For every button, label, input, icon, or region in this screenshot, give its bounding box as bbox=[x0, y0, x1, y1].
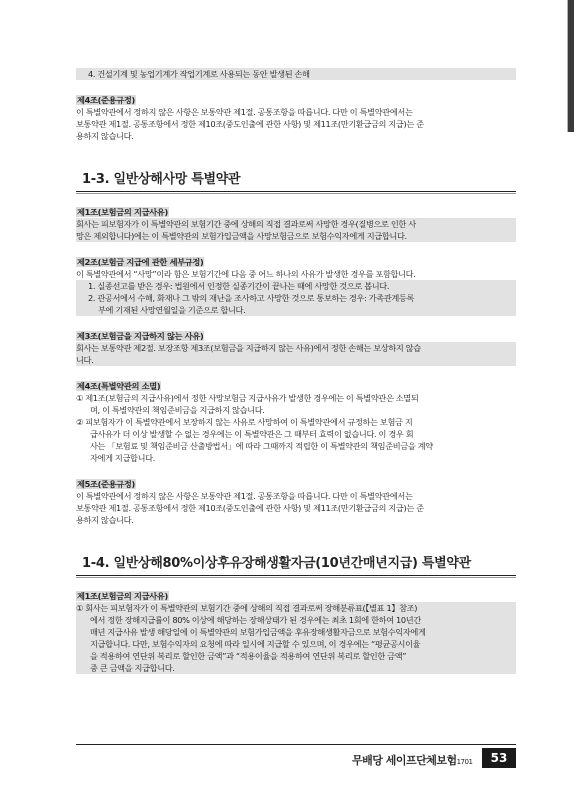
paragraph-line: 용하지 않습니다. bbox=[76, 131, 134, 141]
list-item: 며, 이 특별약관의 책임준비금을 지급하지 않습니다. bbox=[90, 405, 265, 415]
list-item: 사는 「보험료 및 책임준비금 산출방법서」에 따라 그때까지 적립한 이 특별약관의 책임준비금을 계약 bbox=[90, 441, 433, 451]
footer-rule bbox=[76, 744, 516, 745]
list-item: 매년 지급사유 발생 해당일에 이 특별약관의 보험가입금액을 후유장해생활자금으로 보험수익자에게 bbox=[76, 626, 516, 638]
footer-code: 1701 bbox=[456, 758, 473, 766]
edge-tab bbox=[568, 0, 574, 132]
list-item: ② 피보험자가 이 특별약관에서 보장하지 않는 사유로 사망하여 이 특별약관에서 규정하는 보험금 지 bbox=[76, 417, 413, 427]
list-item: 지급합니다. 다만, 보험수익자의 요청에 따라 일시에 지급할 수 있으며, 이 경우에는 “평균공시이율 bbox=[76, 638, 516, 650]
list-item: 을 적용하여 연단위 복리로 할인한 금액”과 “적용이율을 적용하여 연단위 복리로 할인한 금액” bbox=[76, 650, 516, 662]
footer-title: 무배당 세이프단체보험1701 bbox=[352, 754, 473, 767]
paragraph-line: 니다. bbox=[76, 354, 516, 366]
list-item: 중 큰 금액을 지급합니다. bbox=[76, 662, 516, 674]
article-title: 제3조(보험금을 지급하지 않는 사유) bbox=[77, 331, 204, 341]
paragraph-line: 보통약관 제1절. 공통조항에서 정한 제10조(중도인출에 관한 사항) 및 제11조(만기환급금의 지급)는 준 bbox=[76, 503, 424, 513]
paragraph-line: 망은 제외합니다)에는 이 특별약관의 보험가입금액을 사망보험금으로 보험수익자에게 지급합니다. bbox=[76, 230, 516, 242]
article-title: 제5조(준용규정) bbox=[77, 479, 135, 489]
paragraph-line: 용하지 않습니다. bbox=[76, 515, 134, 525]
list-item: 2. 관공서에서 수해, 화재나 그 밖의 재난을 조사하고 사망한 것으로 통보하는 경우: 가족관계등록 bbox=[76, 292, 516, 304]
list-item: 4. 건설기계 및 농업기계가 작업기계로 사용되는 동안 발생된 손해 bbox=[76, 68, 516, 80]
section-title: 1-4. 일반상해80%이상후유장해생활자금(10년간매년지급) 특별약관 bbox=[82, 556, 471, 571]
paragraph-line: 이 특별약관에서 정하지 않은 사항은 보통약관 제1절. 공통조항을 따릅니다. 다만 이 특별약관에서는 bbox=[76, 491, 413, 501]
section-heading bbox=[76, 550, 516, 576]
list-item: 자에게 지급합니다. bbox=[90, 453, 155, 463]
article-title: 제4조(준용규정) bbox=[77, 95, 135, 105]
paragraph-line: 이 특별약관에서 정하지 않은 사항은 보통약관 제1절. 공통조항을 따릅니다. 다만 이 특별약관에서는 bbox=[76, 107, 413, 117]
list-item: 에서 정한 장해지급률이 80% 이상에 해당하는 장해상태가 된 경우에는 최초 1회에 한하여 10년간 bbox=[76, 614, 516, 626]
paragraph-line: 보통약관 제1절. 공통조항에서 정한 제10조(중도인출에 관한 사항) 및 제11조(만기환급금의 지급)는 준 bbox=[76, 119, 424, 129]
page-number: 53 bbox=[482, 748, 516, 768]
section-title: 1-3. 일반상해사망 특별약관 bbox=[82, 172, 241, 187]
paragraph-line: 회사는 피보험자가 이 특별약관의 보험기간 중에 상해의 직접 결과로써 사망한 경우(질병으로 인한 사 bbox=[76, 218, 516, 230]
list-item: 부에 기재된 사망연월일을 기준으로 합니다. bbox=[76, 304, 516, 316]
article-title: 제2조(보험금 지급에 관한 세부규정) bbox=[77, 257, 204, 267]
section-heading bbox=[76, 166, 516, 192]
article-title: 제4조(특별약관의 소멸) bbox=[77, 381, 161, 391]
list-item: 급사유가 더 이상 발생할 수 없는 경우에는 이 특별약관은 그 때부터 효력이 없습니다. 이 경우 회 bbox=[90, 429, 414, 439]
list-item: ① 회사는 피보험자가 이 특별약관의 보험기간 중에 상해의 직접 결과로써 장해분류표(【별표 1】참조) bbox=[76, 602, 516, 614]
paragraph-line: 이 특별약관에서 “사망”이라 함은 보험기간에 다음 중 어느 하나의 사유가 발생한 경우를 포함합니다. bbox=[76, 269, 416, 279]
article-title: 제1조(보험금의 지급사유) bbox=[77, 207, 168, 217]
page-content bbox=[76, 68, 516, 674]
article-title: 제1조(보험금의 지급사유) bbox=[77, 591, 168, 601]
list-item: ① 제1조(보험금의 지급사유)에서 정한 사망보험금 지급사유가 발생한 경우에는 이 특별약관은 소멸되 bbox=[76, 393, 419, 403]
list-item: 1. 실종선고를 받은 경우: 법원에서 인정한 실종기간이 끝나는 때에 사망한 것으로 봅니다. bbox=[76, 280, 516, 292]
paragraph-line: 회사는 보통약관 제2절. 보장조항 제3조(보험금을 지급하지 않는 사유)에서 정한 손해는 보상하지 않습 bbox=[76, 342, 516, 354]
